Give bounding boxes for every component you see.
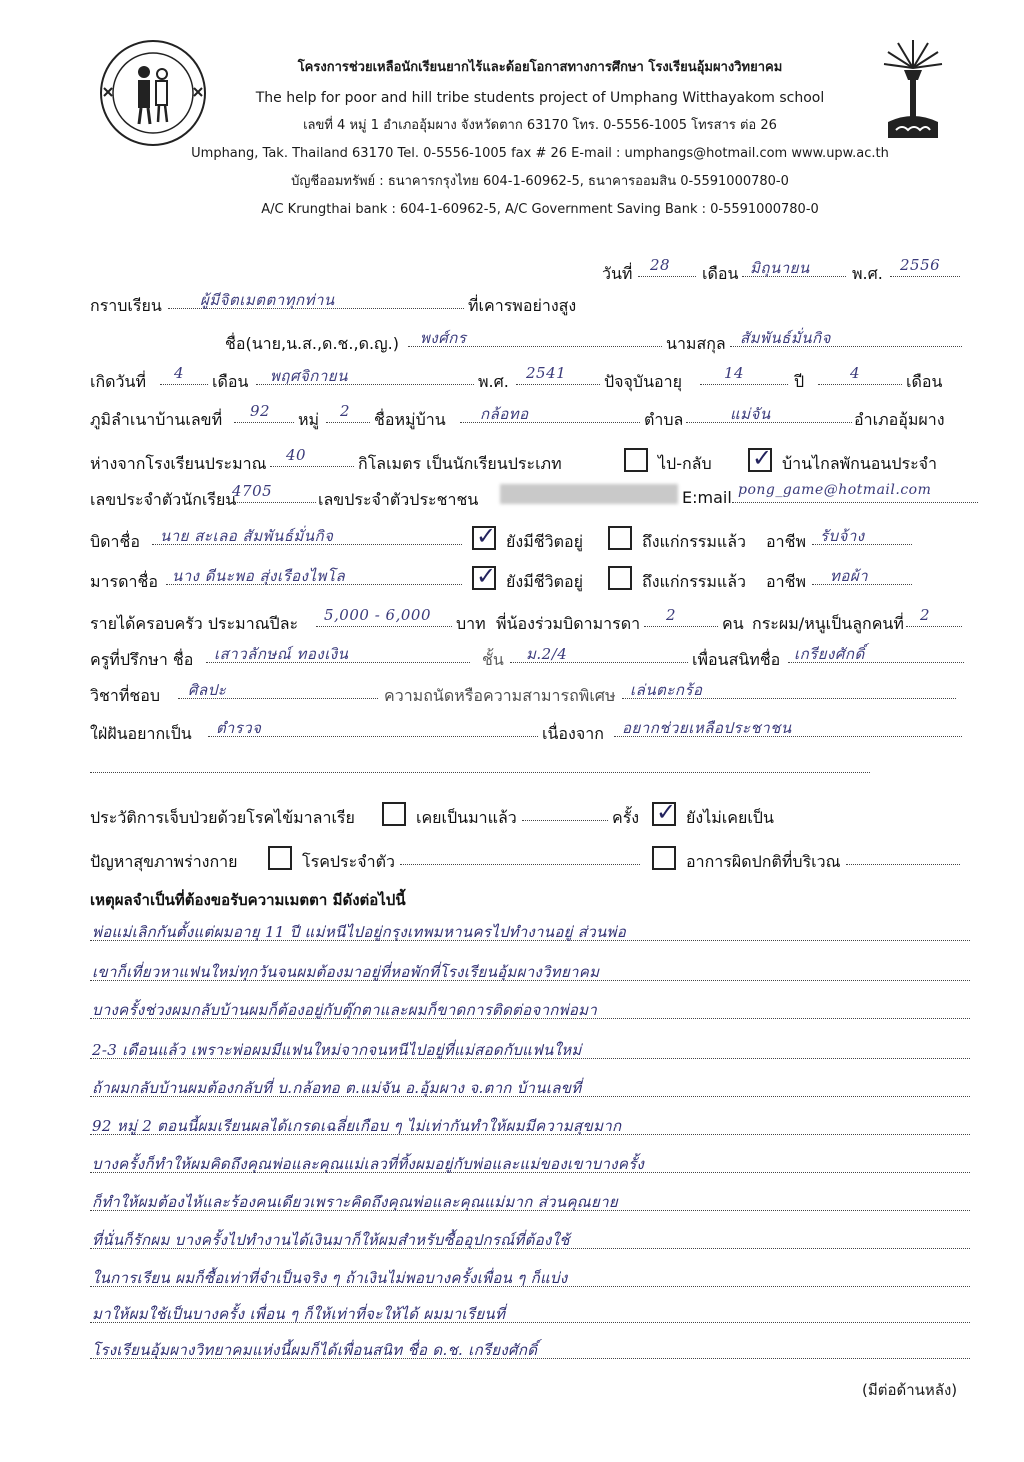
moo-number: 2 <box>340 402 351 420</box>
application-form-page: โครงการช่วยเหลือนักเรียนยากไร้และด้อยโอกาสทางการศึกษา โรงเรียนอุ้มผางวิทยาคม The help for poor and hill tribe students project of Umphang Witthayakom school เลขที่ 4 หมู่ 1 อำเภออุ้มผาง จังหวัดตาก 63170 โทร. 0-5556-1005 โทรสาร ต่อ 26 Umphang, Tak. Thailand 63170 Tel. 0-5556-1005 fax # 26 E-mail : umphangs@hotmail.com www.upw.ac.th บัญชีออมทรัพย์ : ธนาคารกรุงไทย 604-1-60962-5, ธนาคารออมสิน 0-5591000780-0 A/C Krungthai bank : 604-1-60962-5, A/C Government Saving Bank : 0-5591000780-0 วันที่ 28 เดือน มิถุนายน พ.ศ. 2556 กราบเรียน ผู้มีจิตเมตตาทุกท่าน ที่เคารพอย่างสูง ชื่อ(นาย,น.ส.,ด.ช.,ด.ญ.) พงศ์กร นามสกุล สัมพันธ์มั่นกิจ เกิดวันที่ 4 เดือน พฤศจิกายน พ.ศ. 2541 ปัจจุบันอายุ 14 ปี 4 เดือน ภูมิลำเนาบ้านเลขที่ 92 หมู่ 2 ชื่อหมู่บ้าน กล้อทอ ตำบล แม่จัน อำเภออุ้มผาง ห่างจากโรงเรียนประมาณ 40 กิโลเมตร เป็นนักเรียนประเภท ไป-กลับ ✓ บ้านไกลพักนอนประจำ เลขประจำตัวนักเรียน 4705 เลขประจำตัวประชาชน E:mail pong_game@hotmail.com บิดาชื่อ นาย สะเลอ สัมพันธ์มั่นกิจ ✓ ยังมีชีวิตอยู่ ถึงแก่กรรมแล้ว อาชีพ รับจ้าง มารดาชื่อ นาง ดีนะพอ สุ่งเรืองไพโล ✓ ยังมีชีวิตอยู่ ถึงแก่กรรมแล้ว อาชีพ ทอผ้า รายได้ครอบครัว ประมาณปีละ 5,000 - 6,000 บาท พี่น้องร่วมบิดามารดา 2 คน กระผม/หนูเป็นลูกคนที่ 2 ครูที่ปรึกษา ชื่อ เสาวลักษณ์ ทองเงิน ชั้น ม.2/4 เพื่อนสนิทชื่อ เกรียงศักดิ์ วิชาที่ชอบ ศิลปะ ความถนัดหรือความสามารถพิเศษ เล่นตะกร้อ ใฝ่ฝันอยากเป็น ตำรวจ เนื่องจาก อยากช่วยเหลือประชาชน ประวัติการเจ็บป่วยด้วยโรคไข้มาลาเรีย เคยเป็นมาแล้ว ครั้ง ✓ ยังไม่เคยเป็น ปัญหาสุขภาพร่างกาย โรคประจำตัว อาการผิดปกติที่บริเวณ เหตุผลจำเป็นที่ต้องขอรับความเมตตา มีดังต่อไปนี้ พ่อแม่เลิกกันตั้งแต่ผมอายุ 11 ปี แม่หนีไปอยู่กรุงเทพมหานครไปทำงานอยู่ ส่วนพ่อ เขาก็เที่ยวหาแฟนใหม่ทุกวันจนผมต้องมาอยู่ที่หอพักที่โรงเรียนอุ้มผางวิทยาคม บางครั้งช่วงผมกลับบ้านผมก็ต้องอยู่กับตุ๊กตาและผมก็ขาดการติดต่อจากพ่อมา 2-3 เดือนแล้ว เพราะพ่อผมมีแฟนใหม่จากจนหนีไปอยู่ที่แม่สอดกับแฟนใหม่ ถ้าผมกลับบ้านผมต้องกลับที่ บ.กล้อทอ ต.แม่จัน อ.อุ้มผาง จ.ตาก บ้านเลขที่ 92 หมู่ 2 ตอนนี้ผมเรียนผลได้เกรดเฉลี่ยเกือบ ๆ ไม่เท่ากันทำให้ผมมีความสุขมาก บางครั้งก็ทำให้ผมคิดถึงคุณพ่อและคุณแม่เลวที่ทิ้งผมอยู่กับพ่อและแม่ของเขาบางครั้ง ก็ทำให้ผมต้องไห้และร้องคนเดียวเพราะคิดถึงคุณพ่อและคุณแม่มาก ส่วนคุณยาย ที่นั่นก็รักผม บางครั้งไปทำงานได้เงินมาก็ให้ผมสำหรับซื้ออุปกรณ์ที่ต้องใช้ ในการเรียน ผมก็ซื้อเท่าที่จำเป็นจริง ๆ ถ้าเงินไม่พอบางครั้งเพื่อน ๆ ก็แบ่ง มาให้ผมใช้เป็นบางครั้ง เพื่อน ๆ ก็ให้เท่าที่จะให้ได้ ผมมาเรียนที่ โรงเรียนอุ้มผางวิทยาคมแห่งนี้ผมก็ได้เพื่อนสนิท ชื่อ ด.ช. เกรียงศักดิ์ (มีต่อด้านหลัง) <box>0 0 1024 1462</box>
student-id: 4705 <box>232 482 273 500</box>
boarding-checkbox[interactable] <box>748 444 773 472</box>
reason-line: ที่นั่นก็รักผม บางครั้งไปทำงานได้เงินมาก็ให้ผมสำหรับซื้ออุปกรณ์ที่ต้องใช้ <box>90 1226 970 1262</box>
village-name: กล้อทอ <box>480 405 529 423</box>
reason-line: บางครั้งก็ทำให้ผมคิดถึงคุณพ่อและคุณแม่เลวที่ทิ้งผมอยู่กับพ่อและแม่ของเขาบางครั้ง <box>90 1150 970 1186</box>
birth-month: พฤศจิกายน <box>270 367 348 385</box>
distance-km: 40 <box>286 446 307 464</box>
father-alive-checkbox[interactable] <box>472 522 497 550</box>
reason-line: ในการเรียน ผมก็ซื้อเท่าที่จำเป็นจริง ๆ ถ้าเงินไม่พอบางครั้งเพื่อน ๆ ก็แบ่ง <box>90 1264 970 1300</box>
advisor-name: เสาวลักษณ์ ทองเงิน <box>214 645 349 663</box>
favorite-subject: ศิลปะ <box>188 681 227 699</box>
daily-commute-checkbox[interactable] <box>624 448 648 472</box>
mother-name: นาง ดีนะพอ สุ่งเรืองไพโล <box>172 567 346 585</box>
father-name: นาย สะเลอ สัมพันธ์มั่นกิจ <box>160 527 334 545</box>
date-year: 2556 <box>900 256 941 274</box>
birth-year: 2541 <box>526 364 567 382</box>
father-occupation: รับจ้าง <box>820 527 865 545</box>
salutation-recipient: ผู้มีจิตเมตตาทุกท่าน <box>200 291 335 309</box>
best-friend-name: เกรียงศักดิ์ <box>794 645 865 663</box>
reasons-heading: เหตุผลจำเป็นที่ต้องขอรับความเมตตา มีดังต่อไปนี้ <box>90 891 406 909</box>
header-bank-thai: บัญชีออมทรัพย์ : ธนาคารกรุงไทย 604-1-60962-5, ธนาคารออมสิน 0-5591000780-0 <box>291 174 789 189</box>
header-project-english: The help for poor and hill tribe students project of Umphang Witthayakom school <box>255 90 825 106</box>
reason-line: พ่อแม่เลิกกันตั้งแต่ผมอายุ 11 ปี แม่หนีไปอยู่กรุงเทพมหานครไปทำงานอยู่ ส่วนพ่อ <box>90 918 970 954</box>
sibling-count: 2 <box>666 606 677 624</box>
malaria-had-checkbox[interactable] <box>382 802 406 826</box>
header-address-english: Umphang, Tak. Thailand 63170 Tel. 0-5556-1005 fax # 26 E-mail : umphangs@hotmail.com www.upw.ac.th <box>191 146 889 161</box>
age-months: 4 <box>850 364 861 382</box>
abnormal-symptom-checkbox[interactable] <box>652 846 676 870</box>
reason-line: 2-3 เดือนแล้ว เพราะพ่อผมมีแฟนใหม่จากจนหนีไปอยู่ที่แม่สอดกับแฟนใหม่ <box>90 1036 970 1072</box>
checkmark-icon: ✓ <box>476 562 497 590</box>
checkmark-icon: ✓ <box>752 444 773 472</box>
dream-reason: อยากช่วยเหลือประชาชน <box>622 719 792 737</box>
reason-line: บางครั้งช่วงผมกลับบ้านผมก็ต้องอยู่กับตุ๊กตาและผมก็ขาดการติดต่อจากพ่อมา <box>90 996 970 1032</box>
checkmark-icon: ✓ <box>656 798 677 826</box>
reason-line: 92 หมู่ 2 ตอนนี้ผมเรียนผลได้เกรดเฉลี่ยเกือบ ๆ ไม่เท่ากันทำให้ผมมีความสุขมาก <box>90 1112 970 1148</box>
mother-occupation: ทอผ้า <box>830 567 869 585</box>
malaria-never-checkbox[interactable] <box>652 798 677 826</box>
student-surname: สัมพันธ์มั่นกิจ <box>740 329 831 347</box>
student-first-name: พงศ์กร <box>420 329 467 347</box>
special-talent: เล่นตะกร้อ <box>630 681 703 699</box>
age-years: 14 <box>724 364 745 382</box>
header-address-thai: เลขที่ 4 หมู่ 1 อำเภออุ้มผาง จังหวัดตาก 63170 โทร. 0-5556-1005 โทรสาร ต่อ 26 <box>303 118 777 133</box>
reason-line: มาให้ผมใช้เป็นบางครั้ง เพื่อน ๆ ก็ให้เท่าที่จะให้ได้ ผมมาเรียนที่ <box>90 1300 970 1336</box>
reason-line: ก็ทำให้ผมต้องไห้และร้องคนเดียวเพราะคิดถึงคุณพ่อและคุณแม่มาก ส่วนคุณยาย <box>90 1188 970 1224</box>
reason-line: เขาก็เที่ยวหาแฟนใหม่ทุกวันจนผมต้องมาอยู่ที่หอพักที่โรงเรียนอุ้มผางวิทยาคม <box>90 958 970 994</box>
dream-career: ตำรวจ <box>216 719 262 737</box>
mother-deceased-checkbox[interactable] <box>608 566 632 590</box>
tambon-name: แม่จัน <box>730 405 771 423</box>
date-month: มิถุนายน <box>750 259 810 277</box>
mother-alive-checkbox[interactable] <box>472 562 497 590</box>
date-day: 28 <box>650 256 671 274</box>
birth-day: 4 <box>174 364 185 382</box>
reason-line: โรงเรียนอุ้มผางวิทยาคมแห่งนี้ผมก็ได้เพื่อนสนิท ชื่อ ด.ช. เกรียงศักดิ์ <box>90 1336 970 1372</box>
header-bank-english: A/C Krungthai bank : 604-1-60962-5, A/C Government Saving Bank : 0-5591000780-0 <box>261 202 819 217</box>
family-income: 5,000 - 6,000 <box>324 606 431 624</box>
birth-order: 2 <box>920 606 931 624</box>
header-project-thai: โครงการช่วยเหลือนักเรียนยากไร้และด้อยโอกาสทางการศึกษา โรงเรียนอุ้มผางวิทยาคม <box>297 60 783 75</box>
chronic-disease-checkbox[interactable] <box>268 846 292 870</box>
continued-on-back-note: (มีต่อด้านหลัง) <box>862 1381 958 1399</box>
citizen-id-redacted <box>500 484 678 504</box>
advisor-class: ม.2/4 <box>526 645 568 663</box>
reason-line: ถ้าผมกลับบ้านผมต้องกลับที่ บ.กล้อทอ ต.แม่จัน อ.อุ้มผาง จ.ตาก บ้านเลขที่ <box>90 1074 970 1110</box>
checkmark-icon: ✓ <box>476 522 497 550</box>
email-address: pong_game@hotmail.com <box>738 482 932 498</box>
house-number: 92 <box>250 402 271 420</box>
father-deceased-checkbox[interactable] <box>608 526 632 550</box>
